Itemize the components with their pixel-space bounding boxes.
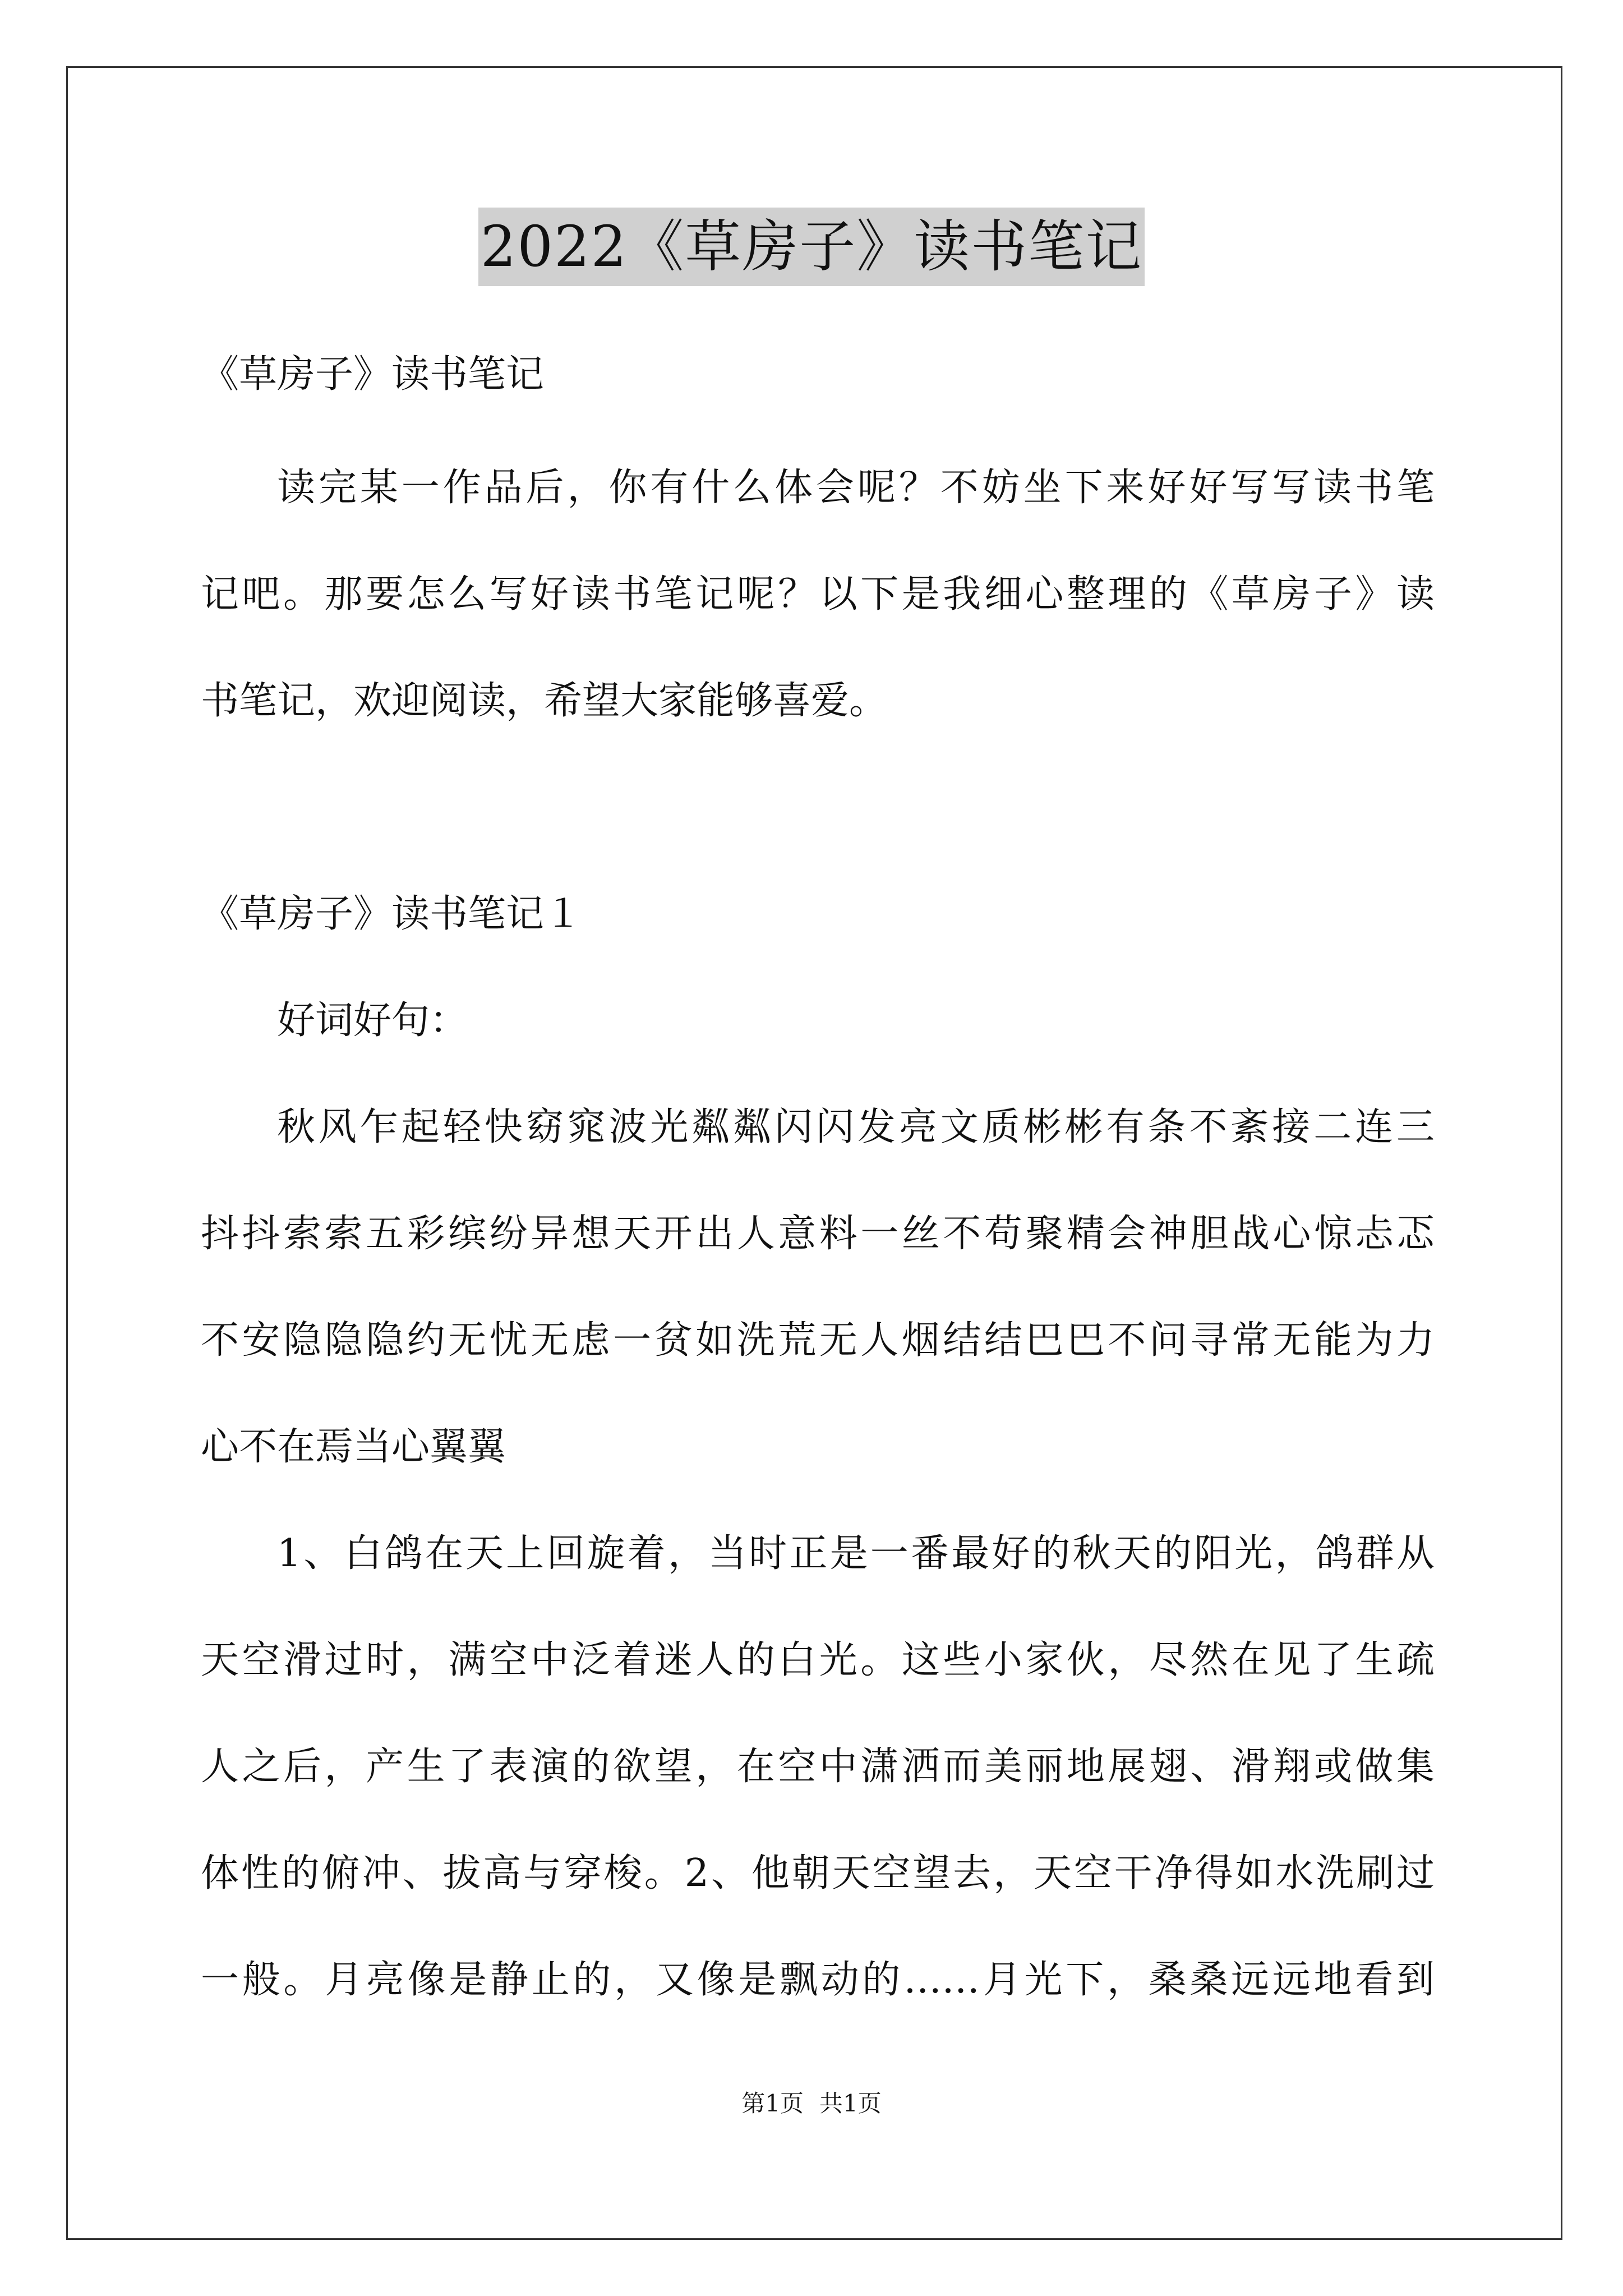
page-number: 第1页 xyxy=(741,2090,804,2117)
paragraph-line: 心不在焉当心翼翼 xyxy=(201,1425,506,1469)
paragraph-line: 1、白鸽在天上回旋着，当时正是一番最好的秋天的阳光，鸽群从 xyxy=(277,1531,1435,1576)
paragraph-line: 人之后，产生了表演的欲望，在空中潇洒而美丽地展翅、滑翔或做集 xyxy=(201,1745,1435,1789)
section-heading: 《草房子》读书笔记１ xyxy=(201,892,583,936)
paragraph-line: 书笔记，欢迎阅读，希望大家能够喜爱。 xyxy=(201,679,888,723)
paragraph-line: 抖抖索索五彩缤纷异想天开出人意料一丝不苟聚精会神胆战心惊忐忑 xyxy=(201,1212,1435,1256)
paragraph-line: 读完某一作品后，你有什么体会呢？不妨坐下来好好写写读书笔 xyxy=(277,466,1435,510)
page-footer xyxy=(0,2087,1623,2120)
paragraph-line: 不安隐隐隐约无忧无虑一贫如洗荒无人烟结结巴巴不问寻常无能为力 xyxy=(201,1318,1435,1363)
paragraph-line: 好词好句： xyxy=(277,999,468,1043)
document-title: 2022《草房子》读书笔记 xyxy=(478,208,1145,286)
paragraph-line: 体性的俯冲、拔高与穿梭。2、他朝天空望去，天空干净得如水洗刷过 xyxy=(201,1851,1435,1895)
heading-line: 《草房子》读书笔记 xyxy=(201,352,545,397)
paragraph-line: 一般。月亮像是静止的，又像是飘动的……月光下，桑桑远远地看到 xyxy=(201,1958,1435,2002)
paragraph-line: 天空滑过时，满空中泛着迷人的白光。这些小家伙，尽然在见了生疏 xyxy=(201,1638,1435,1682)
page-total: 共1页 xyxy=(819,2090,882,2117)
paragraph-line: 记吧。那要怎么写好读书笔记呢？以下是我细心整理的《草房子》读 xyxy=(201,572,1435,616)
paragraph-line: 秋风乍起轻快窈窕波光粼粼闪闪发亮文质彬彬有条不紊接二连三 xyxy=(277,1105,1435,1149)
title-container xyxy=(0,208,1623,286)
